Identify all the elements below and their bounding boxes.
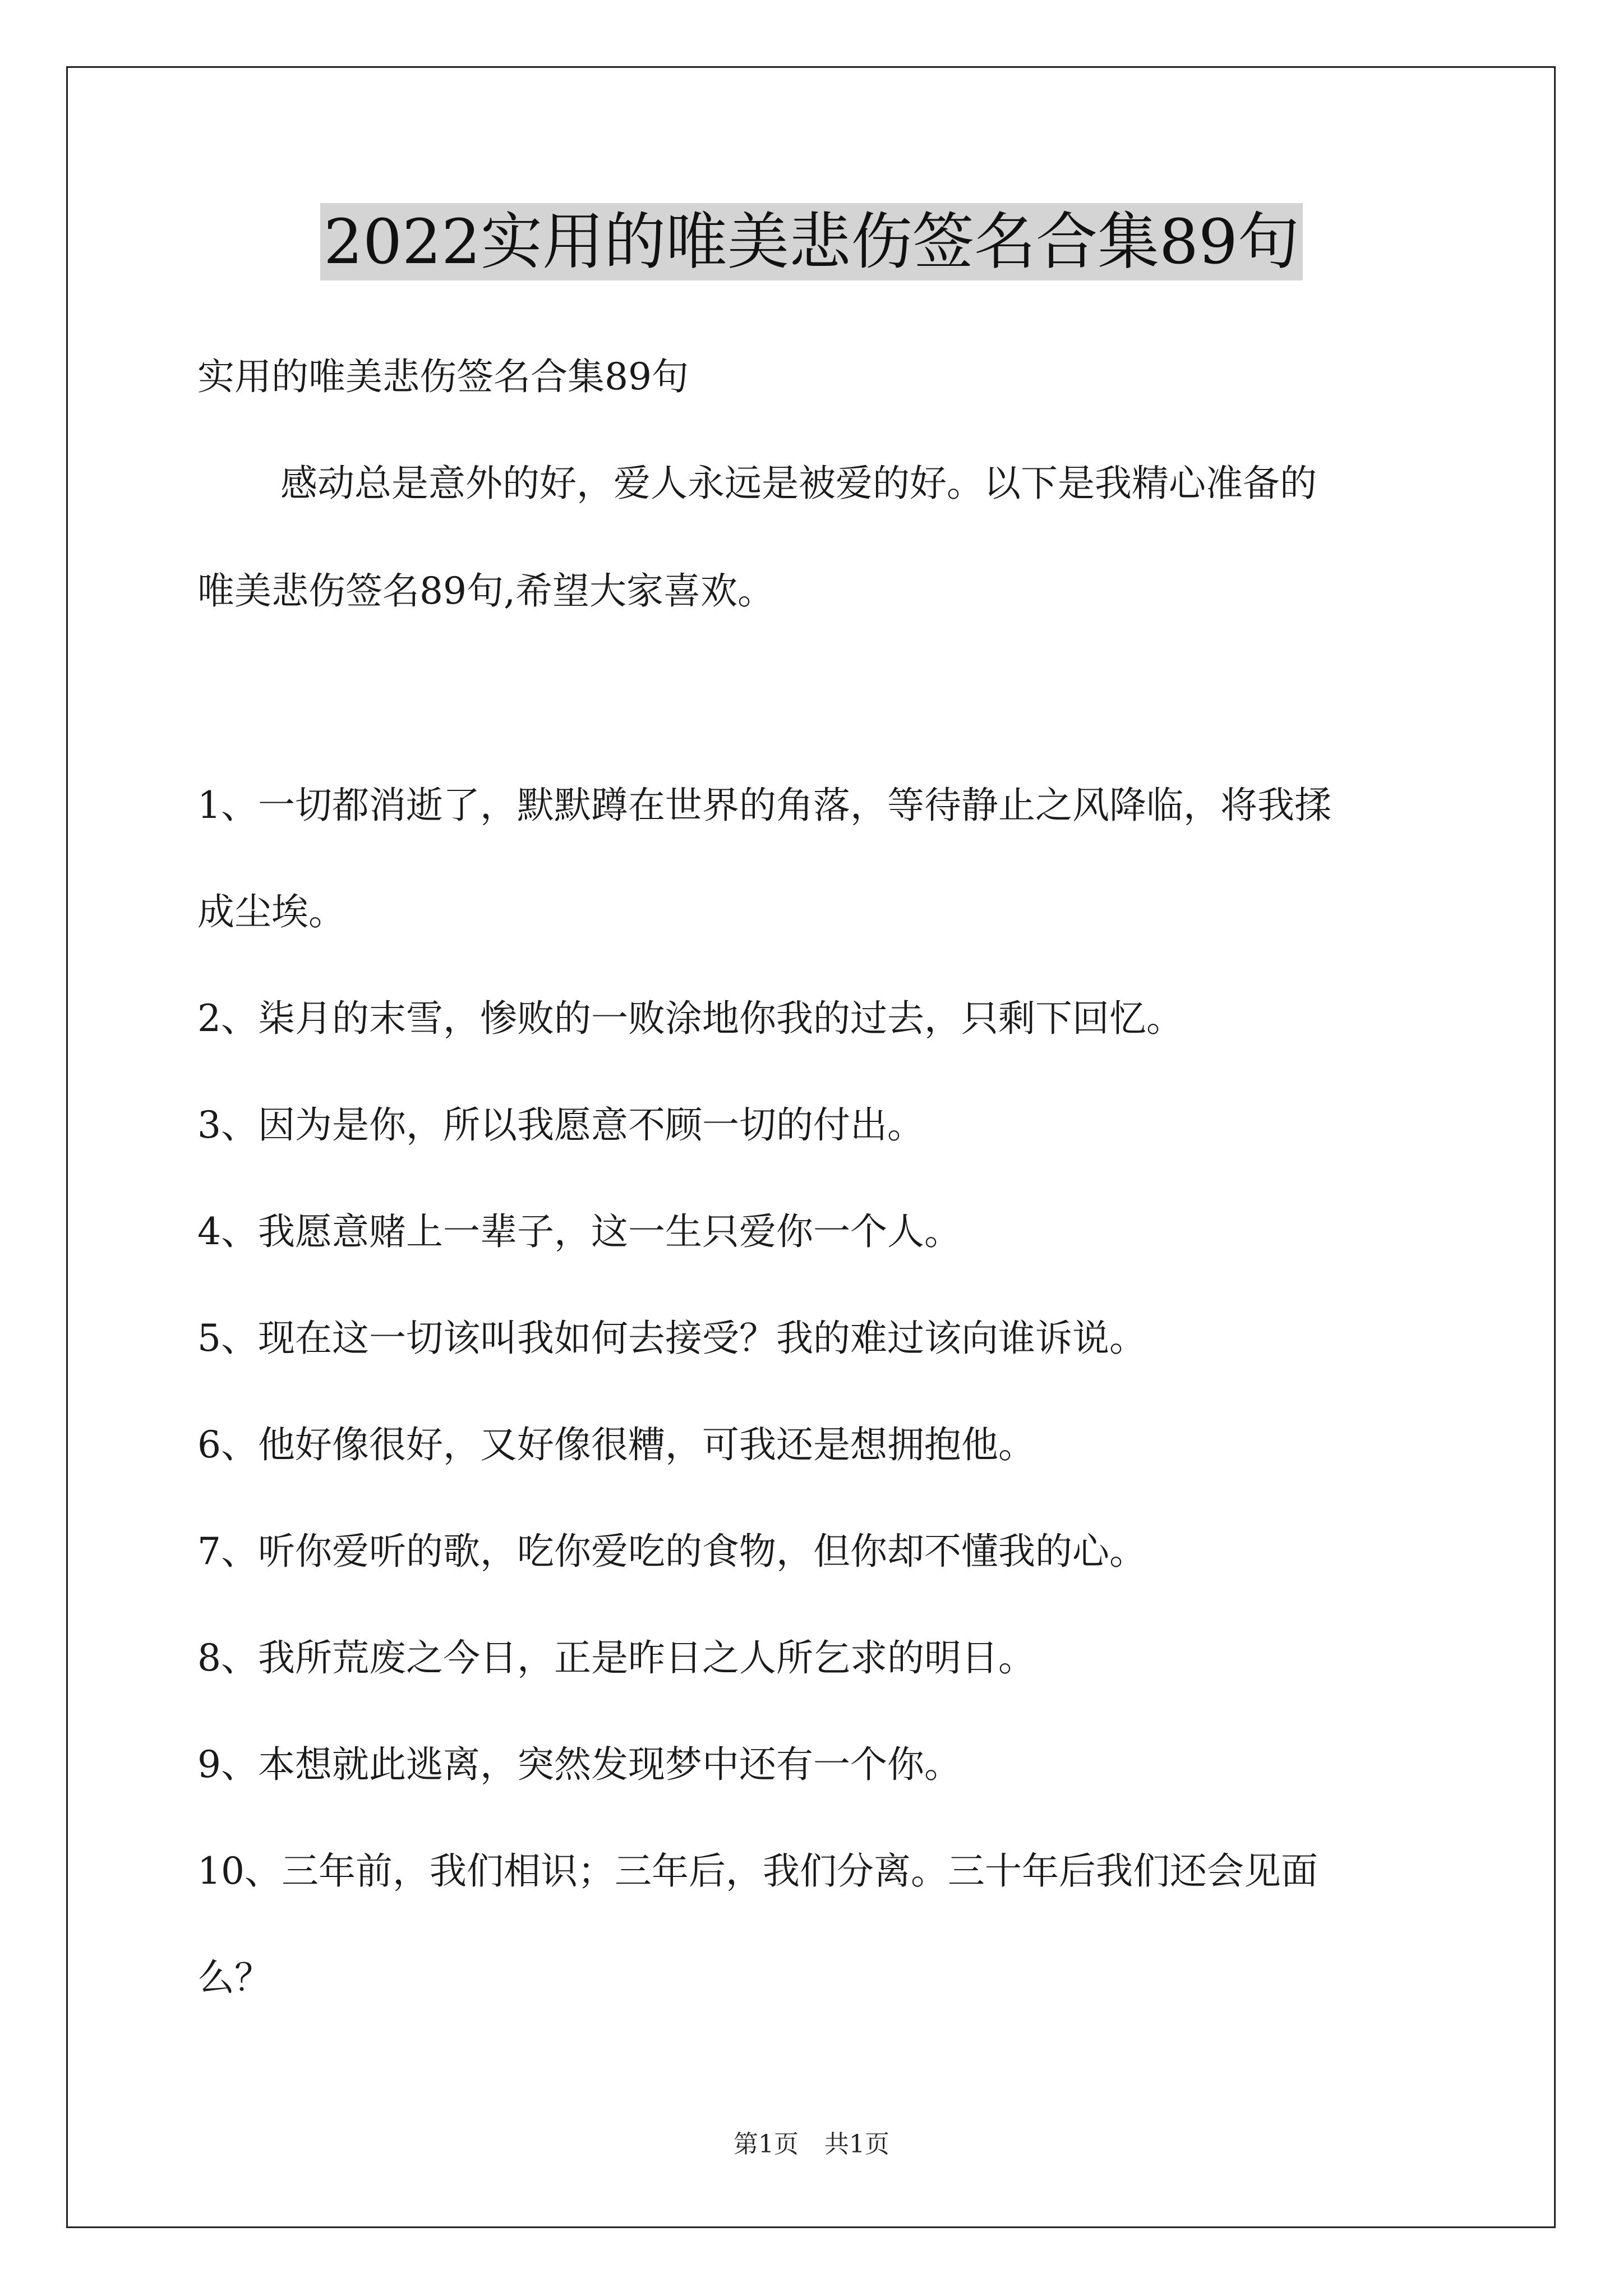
list-item-6: 6、他好像很好，又好像很糟，可我还是想拥抱他。	[197, 1423, 1035, 1466]
list-item-4: 4、我愿意赌上一辈子，这一生只爱你一个人。	[197, 1210, 961, 1253]
list-item-10-line-1: 10、三年前，我们相识；三年后，我们分离。三十年后我们还会见面	[197, 1849, 1318, 1893]
intro-line-1: 感动总是意外的好，爱人永远是被爱的好。以下是我精心准备的	[280, 462, 1317, 505]
page-number: 第1页	[734, 2130, 799, 2159]
title-container	[0, 203, 1623, 280]
list-item-2: 2、柒月的末雪，惨败的一败涂地你我的过去，只剩下回忆。	[197, 997, 1183, 1040]
intro-line-2: 唯美悲伤签名89句,希望大家喜欢。	[197, 569, 774, 613]
list-item-5: 5、现在这一切该叫我如何去接受？我的难过该向谁诉说。	[197, 1317, 1146, 1360]
list-item-9: 9、本想就此逃离，突然发现梦中还有一个你。	[197, 1743, 961, 1786]
list-item-7: 7、听你爱听的歌，吃你爱吃的食物，但你却不懂我的心。	[197, 1530, 1146, 1573]
list-item-3: 3、因为是你，所以我愿意不顾一切的付出。	[197, 1103, 924, 1147]
list-item-8: 8、我所荒废之今日，正是昨日之人所乞求的明日。	[197, 1636, 1035, 1680]
subtitle: 实用的唯美悲伤签名合集89句	[197, 355, 689, 398]
list-item-1-line-1: 1、一切都消逝了，默默蹲在世界的角落，等待静止之风降临，将我揉	[197, 784, 1331, 827]
page-footer	[0, 2129, 1623, 2160]
page-total: 共1页	[824, 2130, 889, 2159]
list-item-10-line-2: 么？	[197, 1956, 271, 1999]
document-title: 2022实用的唯美悲伤签名合集89句	[320, 203, 1303, 280]
list-item-1-line-2: 成尘埃。	[197, 890, 345, 933]
